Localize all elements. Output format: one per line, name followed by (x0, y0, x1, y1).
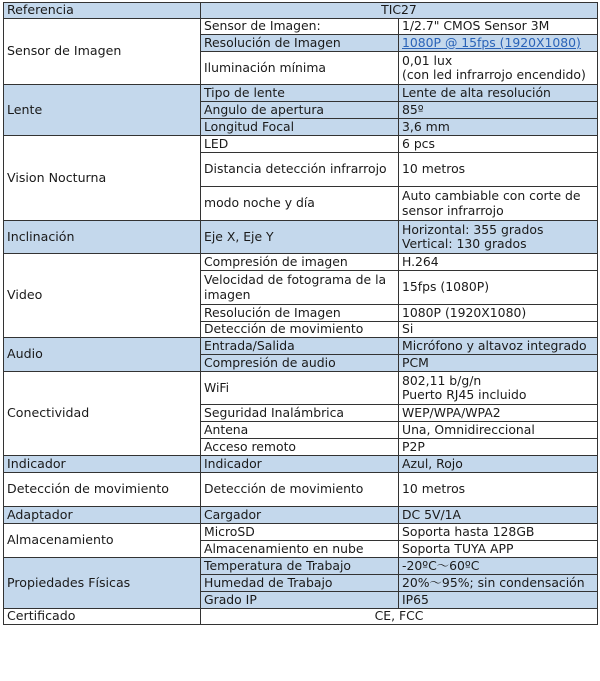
spec-key: Compresión de audio (201, 355, 399, 372)
table-row (4, 524, 598, 541)
section-connectivity: Conectividad (4, 372, 201, 456)
spec-value: Auto cambiable con corte de sensor infrarrojo (399, 187, 598, 221)
spec-key: Compresión de imagen (201, 254, 399, 271)
spec-key: Temperatura de Trabajo (201, 558, 399, 575)
spec-value: Si (399, 322, 598, 338)
spec-key: Angulo de apertura (201, 102, 399, 119)
section-storage: Almacenamiento (4, 524, 201, 558)
spec-value: H.264 (399, 254, 598, 271)
spec-key: Iluminación mínima (201, 52, 399, 85)
spec-key: Almacenamiento en nube (201, 541, 399, 558)
section-video: Video (4, 254, 201, 338)
spec-key: Resolución de Imagen (201, 35, 399, 52)
table-row (4, 85, 598, 102)
spec-value: PCM (399, 355, 598, 372)
spec-value: Soporta TUYA APP (399, 541, 598, 558)
spec-value: 1080P (1920X1080) (399, 305, 598, 322)
spec-value: 3,6 mm (399, 119, 598, 136)
table-row (4, 609, 598, 625)
spec-value: 15fps (1080P) (399, 271, 598, 305)
spec-value-line2: (con led infrarrojo encendido) (402, 67, 586, 82)
section-indicator: Indicador (4, 456, 201, 473)
cert-label: Certificado (4, 609, 201, 625)
section-sensor: Sensor de Imagen (4, 19, 201, 85)
spec-value (399, 52, 598, 85)
spec-value (399, 35, 598, 52)
spec-value: WEP/WPA/WPA2 (399, 405, 598, 422)
spec-value: Lente de alta resolución (399, 85, 598, 102)
model-label: Referencia (4, 3, 201, 19)
section-audio: Audio (4, 338, 201, 372)
cert-value: CE, FCC (201, 609, 598, 625)
spec-key: Entrada/Salida (201, 338, 399, 355)
spec-value: -20ºC～60ºC (399, 558, 598, 575)
spec-value: 85º (399, 102, 598, 119)
spec-table (3, 2, 598, 625)
spec-key: Eje X, Eje Y (201, 221, 399, 254)
spec-key: Velocidad de fotograma de la imagen (201, 271, 399, 305)
spec-key: Resolución de Imagen (201, 305, 399, 322)
table-row (4, 558, 598, 575)
table-row (4, 3, 598, 19)
spec-value: 10 metros (399, 473, 598, 507)
spec-key: Detección de movimiento (201, 473, 399, 507)
spec-value (399, 372, 598, 405)
spec-key: Indicador (201, 456, 399, 473)
spec-key: Acceso remoto (201, 439, 399, 456)
spec-value: 20%～95%; sin condensación (399, 575, 598, 592)
model-value: TIC27 (201, 3, 598, 19)
spec-value: Soporta hasta 128GB (399, 524, 598, 541)
table-row (4, 136, 598, 153)
section-tilt: Inclinación (4, 221, 201, 254)
spec-value-line1: 0,01 lux (402, 52, 453, 68)
spec-value-line1: 802,11 b/g/n (402, 372, 482, 388)
spec-key: Cargador (201, 507, 399, 524)
spec-value: P2P (399, 439, 598, 456)
spec-value: IP65 (399, 592, 598, 609)
spec-key: Grado IP (201, 592, 399, 609)
spec-value: 10 metros (399, 153, 598, 187)
resolution-link[interactable]: 1080P @ 15fps (1920X1080) (402, 34, 581, 50)
section-adapter: Adaptador (4, 507, 201, 524)
spec-key: Detección de movimiento (201, 322, 399, 338)
spec-key: Tipo de lente (201, 85, 399, 102)
spec-key: LED (201, 136, 399, 153)
spec-key: Humedad de Trabajo (201, 575, 399, 592)
table-row (4, 507, 598, 524)
spec-key: Seguridad Inalámbrica (201, 405, 399, 422)
spec-value: Micrófono y altavoz integrado (399, 338, 598, 355)
spec-key: Distancia detección infrarrojo (201, 153, 399, 187)
section-night-vision: Vision Nocturna (4, 136, 201, 221)
spec-value (399, 221, 598, 254)
table-row (4, 473, 598, 507)
table-row (4, 254, 598, 271)
section-lens: Lente (4, 85, 201, 136)
spec-value: 1/2.7" CMOS Sensor 3M (399, 19, 598, 35)
spec-key: Longitud Focal (201, 119, 399, 136)
spec-value-line2: Puerto RJ45 incluido (402, 387, 527, 402)
section-physical: Propiedades Físicas (4, 558, 201, 609)
spec-value: Azul, Rojo (399, 456, 598, 473)
spec-key: Antena (201, 422, 399, 439)
spec-key: WiFi (201, 372, 399, 405)
spec-value-line2: Vertical: 130 grados (402, 236, 527, 251)
spec-value: DC 5V/1A (399, 507, 598, 524)
spec-value-line1: Horizontal: 355 grados (402, 221, 544, 237)
spec-value: Una, Omnidireccional (399, 422, 598, 439)
spec-key: MicroSD (201, 524, 399, 541)
table-row (4, 338, 598, 355)
spec-value: 6 pcs (399, 136, 598, 153)
table-row (4, 221, 598, 254)
table-row (4, 456, 598, 473)
spec-key: modo noche y día (201, 187, 399, 221)
table-row (4, 372, 598, 405)
section-motion: Detección de movimiento (4, 473, 201, 507)
spec-key: Sensor de Imagen: (201, 19, 399, 35)
table-row (4, 19, 598, 35)
